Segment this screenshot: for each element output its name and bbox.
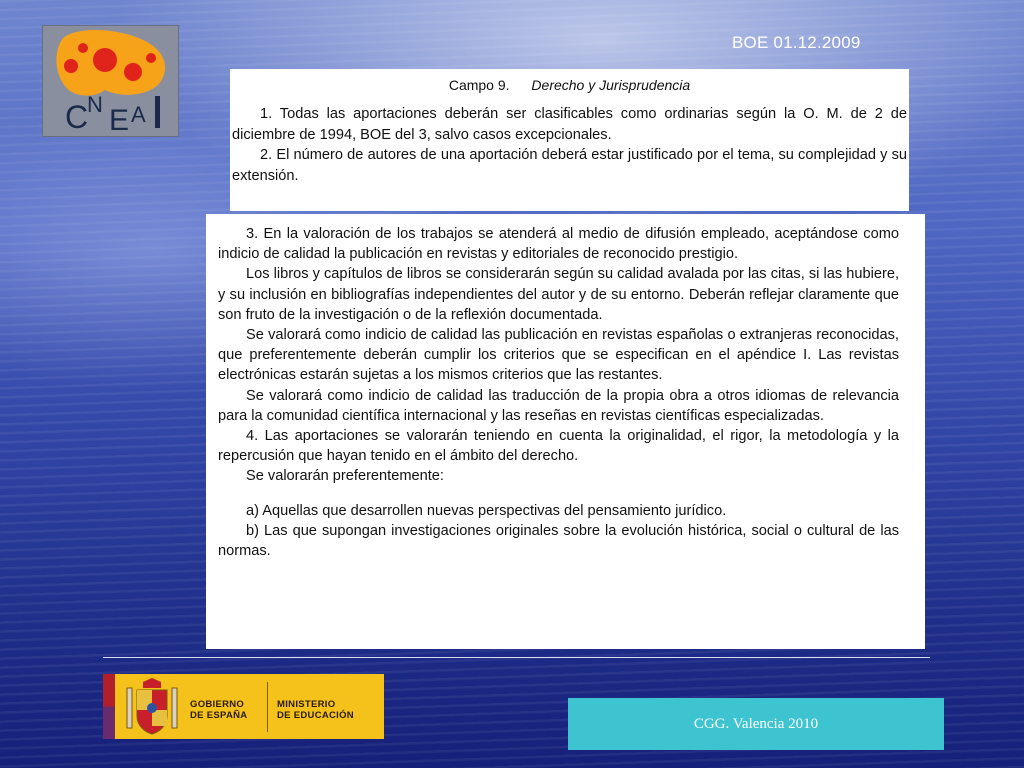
paragraph-4: 4. Las aportaciones se valorarán teniendo en cuenta la originalidad, el rigor, la metodología y la repercusión que hayan tenido en el ámbito del derecho. bbox=[218, 428, 899, 465]
document-excerpt-2 bbox=[206, 214, 925, 649]
svg-text:N: N bbox=[87, 92, 103, 117]
ministerio-line-1: MINISTERIO bbox=[277, 699, 336, 710]
footer-divider bbox=[103, 657, 930, 658]
cneai-logo-icon bbox=[43, 26, 180, 138]
cneai-logo bbox=[42, 25, 179, 137]
svg-text:A: A bbox=[131, 102, 146, 127]
section-title bbox=[232, 77, 907, 93]
boe-date: BOE 01.12.2009 bbox=[732, 33, 861, 52]
item-1: 1. Todas las aportaciones deberán ser clasificables como ordinarias según la O. M. de 2 de diciembre de 1994, BOE del 3, salvo casos excepcionales. bbox=[232, 106, 907, 143]
spain-coat-of-arms-icon bbox=[123, 678, 181, 736]
document-excerpt-1 bbox=[230, 69, 909, 211]
ministerio-label bbox=[277, 699, 354, 721]
gobierno-logo bbox=[103, 674, 384, 739]
gobierno-label bbox=[190, 699, 247, 721]
item-2: 2. El número de autores de una aportación deberá estar justificado por el tema, su complejidad y su extensión. bbox=[232, 147, 907, 184]
svg-text:E: E bbox=[109, 104, 130, 137]
logo-separator bbox=[267, 682, 268, 732]
ministerio-line-2: DE EDUCACIÓN bbox=[277, 710, 354, 721]
paragraph-3: 3. En la valoración de los trabajos se atenderá al medio de difusión empleado, aceptándose como indicio de calidad la publicación en revistas y editoriales de reconocido prestigio. bbox=[218, 226, 899, 263]
cgg-footer-label: CGG. Valencia 2010 bbox=[568, 698, 944, 750]
svg-text:C: C bbox=[65, 99, 89, 135]
paragraph-preferred: Se valorarán preferentemente: bbox=[246, 468, 444, 485]
section-field: Derecho y Jurisprudencia bbox=[531, 77, 691, 93]
paragraph-translations: Se valorará como indicio de calidad las traducción de la propia obra a otros idiomas de relevancia para la comunidad científica internacional y las reseñas en revistas científicas especializadas. bbox=[218, 387, 899, 424]
spacer bbox=[218, 487, 899, 501]
gobierno-line-1: GOBIERNO bbox=[190, 699, 245, 710]
item-b: b) Las que supongan investigaciones originales sobre la evolución histórica, social o cultural de las normas. bbox=[218, 522, 899, 560]
gobierno-line-2: DE ESPAÑA bbox=[190, 710, 248, 721]
flag-stripe bbox=[103, 674, 115, 739]
paragraph-journals: Se valorará como indicio de calidad las publicación en revistas españolas o extranjeras reconocidas, que preferentemente deberán cumplir los criterios que se especifican en el apéndice I. Las revistas electrónicas estarán sujetas a los mismos criterios que las restantes. bbox=[218, 327, 899, 384]
item-a: a) Aquellas que desarrollen nuevas perspectivas del pensamiento jurídico. bbox=[246, 502, 727, 519]
section-number: Campo 9. bbox=[448, 77, 510, 93]
paragraph-books: Los libros y capítulos de libros se considerarán según su calidad avalada por las citas, si las hubiere, y su inclusión en bibliografías independientes del autor y de su entorno. Deberán reflejar claramente que son fruto de la investigación o de la reflexión documentada. bbox=[218, 266, 899, 323]
